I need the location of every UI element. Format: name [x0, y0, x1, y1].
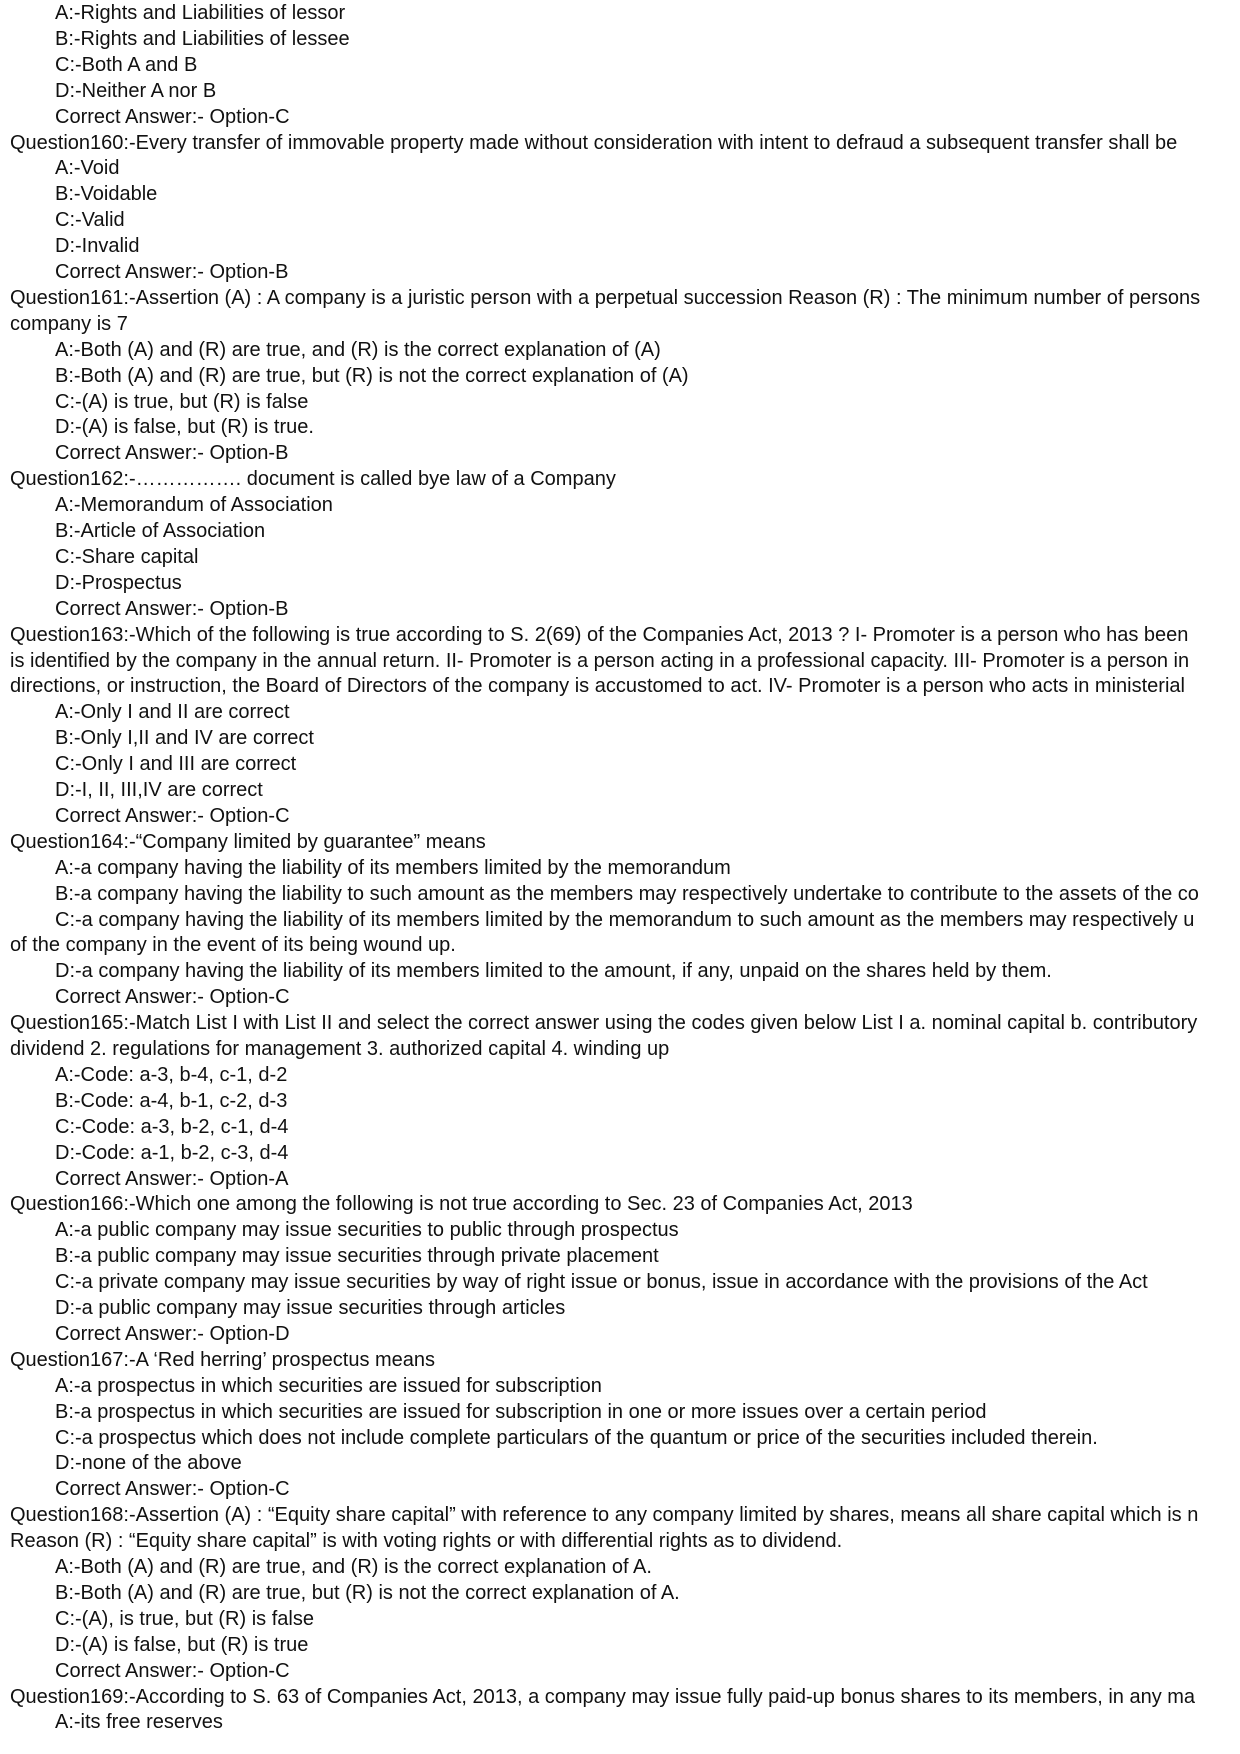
question-text: Question169:-According to S. 63 of Companies Act, 2013, a company may issue fully paid-up bonus shares to its members, in any ma [10, 1685, 1196, 1708]
answer-option: D:-a public company may issue securities through articles [55, 1297, 566, 1319]
answer-option: C:-Share capital [55, 545, 199, 568]
answer-option: C:-Valid [55, 209, 125, 232]
question-text: directions, or instruction, the Board of Directors of the company is accustomed to act. IV- Promoter is a person who acts in ministerial [10, 675, 1185, 698]
answer-option: D:-none of the above [55, 1452, 242, 1475]
answer-option: A:-a company having the liability of its members limited by the memorandum [55, 856, 731, 879]
answer-option: D:-(A) is false, but (R) is true [55, 1633, 309, 1656]
answer-option: B:-Rights and Liabilities of lessee [55, 27, 350, 50]
answer-option: B:-a prospectus in which securities are issued for subscription in one or more issues over a certain period [55, 1400, 987, 1423]
question-text: company is 7 [10, 312, 128, 335]
answer-option: C:-Code: a-3, b-2, c-1, d-4 [55, 1115, 289, 1138]
correct-answer: Correct Answer:- Option-B [55, 442, 289, 465]
answer-option: A:-Only I and II are correct [55, 701, 290, 724]
answer-option: A:-Code: a-3, b-4, c-1, d-2 [55, 1063, 288, 1086]
correct-answer: Correct Answer:- Option-C [55, 1478, 290, 1501]
question-text: Question165:-Match List I with List II and select the correct answer using the codes given below List I a. nominal capital b. contributory [10, 1012, 1198, 1035]
question-text: dividend 2. regulations for management 3. authorized capital 4. winding up [10, 1038, 670, 1060]
answer-option: B:-a company having the liability to such amount as the members may respectively undertake to contribute to the assets of the co [55, 882, 1199, 905]
question-text: Question168:-Assertion (A) : “Equity share capital” with reference to any company limited by shares, means all share capital which is n [10, 1504, 1199, 1527]
answer-option: D:-Invalid [55, 235, 140, 258]
answer-option: B:-Only I,II and IV are correct [55, 727, 314, 750]
answer-option: B:-Both (A) and (R) are true, but (R) is not the correct explanation of (A) [55, 364, 689, 387]
answer-option: D:-a company having the liability of its members limited to the amount, if any, unpaid on the shares held by them. [55, 960, 1052, 983]
answer-option: C:-a private company may issue securities by way of right issue or bonus, issue in accordance with the provisions of the Act [55, 1271, 1148, 1294]
answer-option: D:-Code: a-1, b-2, c-3, d-4 [55, 1141, 289, 1164]
answer-option: D:-(A) is false, but (R) is true. [55, 416, 314, 439]
correct-answer: Correct Answer:- Option-C [55, 804, 290, 827]
question-text: Question167:-A ‘Red herring’ prospectus means [10, 1348, 436, 1371]
question-text: Question166:-Which one among the following is not true according to Sec. 23 of Companies Act, 2013 [10, 1193, 913, 1216]
question-text: Reason (R) : “Equity share capital” is with voting rights or with differential rights as to dividend. [10, 1530, 843, 1553]
correct-answer: Correct Answer:- Option-C [55, 105, 290, 128]
answer-option: B:-Voidable [55, 183, 158, 206]
answer-option: A:-Void [55, 157, 120, 180]
correct-answer: Correct Answer:- Option-C [55, 1659, 290, 1682]
question-text: Question163:-Which of the following is true according to S. 2(69) of the Companies Act, 2013 ? I- Promoter is a person who has been [10, 623, 1189, 646]
answer-option: C:-a company having the liability of its members limited by the memorandum to such amount as the members may respectively u [55, 908, 1195, 931]
answer-option: A:-its free reserves [55, 1711, 223, 1734]
answer-option: B:-Article of Association [55, 520, 266, 542]
answer-option: B:-Both (A) and (R) are true, but (R) is not the correct explanation of A. [55, 1581, 680, 1604]
correct-answer: Correct Answer:- Option-B [55, 597, 289, 620]
answer-option: A:-a public company may issue securities to public through prospectus [55, 1219, 679, 1242]
question-text: Question160:-Every transfer of immovable property made without consideration with intent to defraud a subsequent transfer shall be [10, 131, 1178, 154]
answer-option: C:-a prospectus which does not include complete particulars of the quantum or price of the securities included therein. [55, 1426, 1098, 1449]
answer-option: A:-Memorandum of Association [55, 494, 333, 517]
answer-option: A:-Rights and Liabilities of lessor [55, 2, 346, 24]
correct-answer: Correct Answer:- Option-C [55, 986, 290, 1009]
answer-option: C:-(A), is true, but (R) is false [55, 1607, 314, 1630]
answer-option: C:-(A) is true, but (R) is false [55, 390, 309, 413]
correct-answer: Correct Answer:- Option-A [55, 1167, 289, 1190]
answer-option: A:-a prospectus in which securities are issued for subscription [55, 1374, 602, 1397]
answer-option: A:-Both (A) and (R) are true, and (R) is the correct explanation of A. [55, 1556, 652, 1578]
answer-option: C:-Only I and III are correct [55, 753, 297, 776]
question-text: of the company in the event of its being wound up. [10, 934, 456, 957]
answer-option: C:-Both A and B [55, 53, 198, 76]
answer-option: B:-a public company may issue securities through private placement [55, 1245, 659, 1268]
answer-option: A:-Both (A) and (R) are true, and (R) is the correct explanation of (A) [55, 338, 661, 361]
answer-option: D:-Neither A nor B [55, 79, 217, 102]
question-text: Question164:-“Company limited by guarantee” means [10, 830, 486, 853]
answer-option: B:-Code: a-4, b-1, c-2, d-3 [55, 1089, 288, 1112]
answer-option: D:-Prospectus [55, 571, 182, 594]
question-text: is identified by the company in the annual return. II- Promoter is a person acting in a professional capacity. III- Promoter is a person in [10, 649, 1190, 672]
question-text: Question161:-Assertion (A) : A company is a juristic person with a perpetual succession Reason (R) : The minimum number of persons [10, 286, 1201, 309]
answer-option: D:-I, II, III,IV are correct [55, 779, 263, 801]
correct-answer: Correct Answer:- Option-B [55, 261, 289, 283]
correct-answer: Correct Answer:- Option-D [55, 1322, 290, 1345]
question-text: Question162:-……………. document is called bye law of a Company [10, 468, 616, 491]
